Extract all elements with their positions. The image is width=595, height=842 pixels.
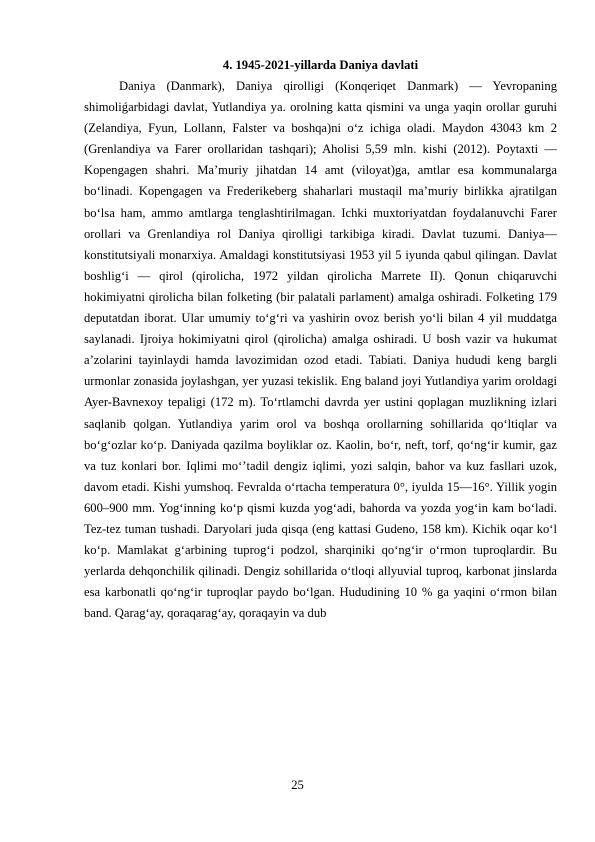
document-page [84, 55, 557, 624]
page-number: 25 [291, 778, 304, 792]
section-heading: 4. 1945-2021-yillarda Daniya davlati [222, 58, 419, 72]
body-paragraph: Daniya (Danmark), Daniya qirolligi (Konqeriqet Danmark) — Yevropaning shimoliǵarbidagi davlat, Yutlandiya ya. orolning katta qismini va unga yaqin orollar guruhi (Zelandiya, Fyun, Lollann, Falster va boshqa)ni oʻz ichiga oladi. Maydon 43043 km 2 (Grenlandiya va Farer orollaridan tashqari); Aholisi 5,59 mln. kishi (2012). Poytaxti — Kopengagen shahri. Maʼmuriy jihatdan 14 amt (viloyat)ga, amtlar esa kommunalarga boʻlinadi. Kopengagen va Frederikeberg shaharlari mustaqil maʼmuriy birlikka ajratilgan boʻlsa ham, ammo amtlarga tenglashtirilmagan. Ichki muxtoriyatdan foydalanuvchi Farer orollari va Grenlandiya rol Daniya qirolligi tarkibiga kiradi. Davlat tuzumi. Daniya— konstitutsiyali monarxiya. Amaldagi konstitutsiyasi 1953 yil 5 iyunda qabul qilingan. Davlat boshligʻi — qirol (qirolicha, 1972 yildan qirolicha Marrete II). Qonun chiqaruvchi hokimiyatni qirolicha bilan folketing (bir palatali parlament) amalga oshiradi. Folketing 179 deputatdan iborat. Ular umumiy toʻgʻri va yashirin ovoz berish yoʻli bilan 4 yil muddatga saylanadi. Ijroiya hokimiyatni qirol (qirolicha) amalga oshiradi. U bosh vazir va hukumat aʼzolarini tayinlaydi hamda lavozimidan ozod etadi. Tabiati. Daniya hududi keng bargli urmonlar zonasida joylashgan, yer yuzasi tekislik. Eng baland joyi Yutlandiya yarim oroldagi Ayer-Bavnexoy tepaligi (172 m). Toʻrtlamchi davrda yer ustini qoplagan muzlikning izlari saqlanib qolgan. Yutlandiya yarim orol va boshqa orollarning sohillarida qoʻltiqlar va boʻgʻozlar koʻp. Daniyada qazilma boyliklar oz. Kaolin, boʻr, neft, torf, qoʻngʻir kumir, gaz va tuz konlari bor. Iqlimi moʻʼtadil dengiz iqlimi, yozi salqin, bahor va kuz fasllari uzok, davom etadi. Kishi yumshoq. Fevralda oʻrtacha temperatura 0°, iyulda 15—16°. Yillik yogin 600–900 mm. Yogʻinning koʻp qismi kuzda yogʻadi, bahorda va yozda yogʻin kam boʻladi. Tez-tez tuman tushadi. Daryolari juda qisqa (eng kattasi Gudeno, 158 km). Kichik oqar koʻl koʻp. Mamlakat gʻarbining tuprogʻi podzol, sharqiniki qoʻngʻir oʻrmon tuproqlardir. Bu yerlarda dehqonchilik qilinadi. Dengiz sohillarida oʻtloqi allyuvial tuproq, karbonat jinslarda esa karbonatli qoʻngʻir tuproqlar paydo boʻlgan. Hududining 10 % ga yaqini oʻrmon bilan band. Qaragʻay, qoraqaragʻay, qoraqayin va dub [84, 79, 557, 621]
